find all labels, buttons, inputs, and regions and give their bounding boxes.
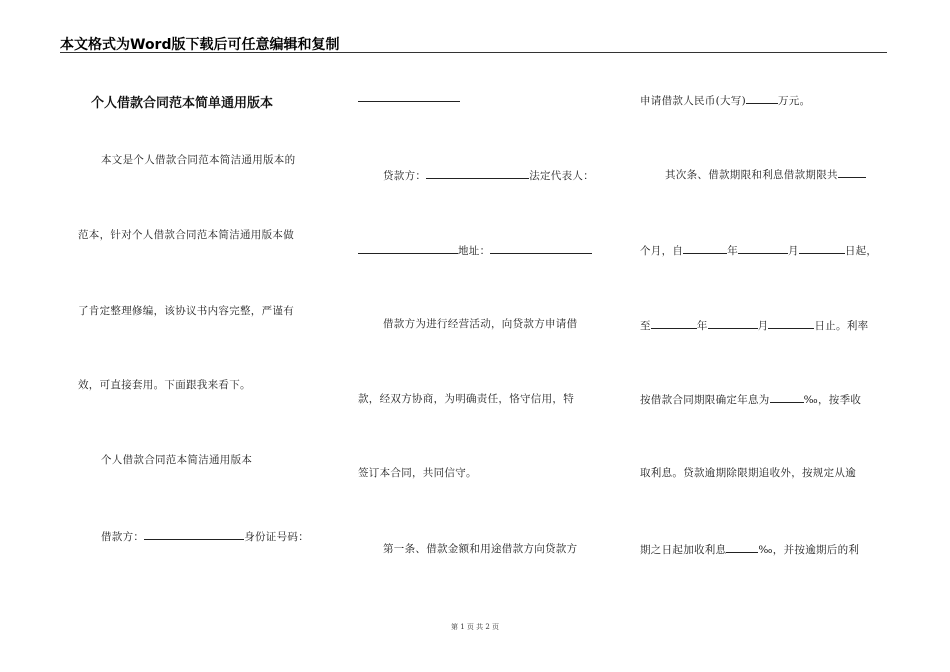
paragraph-line: 款，经双方协商，为明确责任，恪守信用，特: [358, 393, 574, 405]
year-label: 年: [696, 320, 708, 332]
start-year-blank: [683, 242, 727, 254]
penalty-interest-line: [640, 541, 859, 557]
start-month-blank: [738, 242, 788, 254]
interest-rate-label: 按借款合同期限确定年息为: [640, 394, 770, 406]
months-from-label: 个月，自: [640, 245, 684, 257]
paragraph-line: 取利息。贷款逾期除限期追收外，按规定从逾: [640, 467, 856, 479]
paragraph-line: 借款方为进行经营活动，向贷款方申请借: [383, 318, 578, 330]
end-day-label: 日止。利率: [814, 320, 869, 332]
paragraph-line: 了肯定整理修编，该协议书内容完整，严谨有: [78, 305, 294, 317]
paragraph-line: 第一条、借款金额和用途借款方向贷款方: [383, 543, 578, 555]
term-blank: [838, 166, 866, 178]
borrower-blank: [144, 528, 244, 540]
term-line: [665, 166, 866, 182]
start-date-line: [640, 242, 877, 258]
interest-rate-blank: [770, 391, 804, 403]
legal-rep-blank: [358, 242, 458, 254]
section-heading: 个人借款合同范本简洁通用版本: [101, 454, 253, 466]
paragraph-line: 本文是个人借款合同范本简洁通用版本的: [101, 154, 296, 166]
loan-amount-line: [640, 92, 810, 108]
penalty-blank: [726, 541, 758, 553]
borrower-line: [101, 528, 309, 544]
paragraph-line: 效，可直接套用。下面跟我来看下。: [78, 379, 251, 391]
page-number: 第 1 页 共 2 页: [450, 623, 500, 631]
term-label: 其次条、借款期限和利息借款期限共: [665, 169, 838, 181]
paragraph-line: 签订本合同，共同信守。: [358, 467, 477, 479]
end-year-blank: [651, 317, 697, 329]
quarterly-label: ‰，按季收: [803, 394, 862, 406]
continued-blank: [358, 90, 460, 102]
loan-amount-label: 申请借款人民币(大写): [640, 95, 746, 107]
end-month-blank: [708, 317, 758, 329]
month-label: 月: [757, 320, 769, 332]
borrower-label: 借款方：: [101, 531, 145, 543]
paragraph-line: 范本，针对个人借款合同范本简洁通用版本做: [78, 229, 294, 241]
legal-rep-label: 法定代表人：: [529, 170, 595, 182]
end-day-blank: [768, 317, 814, 329]
lender-blank: [426, 167, 529, 179]
amount-unit: 万元。: [778, 95, 811, 107]
lender-line: [383, 167, 594, 183]
address-blank: [490, 242, 592, 254]
document-header-title: 本文格式为Word版下载后可任意编辑和复制: [60, 37, 340, 53]
id-number-label: 身份证号码：: [244, 531, 310, 543]
penalty-label: 期之日起加收利息: [640, 544, 727, 556]
until-label: 至: [640, 320, 651, 332]
penalty-rest: ‰，并按逾期后的利: [758, 544, 860, 556]
amount-blank: [746, 92, 778, 104]
address-label: 地址：: [458, 245, 491, 257]
top-blank-line: [358, 90, 460, 106]
year-label: 年: [727, 245, 739, 257]
document-title: 个人借款合同范本简单通用版本: [91, 96, 274, 111]
start-day-blank: [799, 242, 845, 254]
month-label: 月: [788, 245, 799, 257]
start-day-label: 日起，: [844, 245, 878, 257]
interest-rate-line: [640, 391, 861, 407]
address-line: [358, 242, 592, 258]
end-date-line: [640, 317, 868, 333]
lender-label: 贷款方：: [383, 170, 427, 182]
header-divider: [60, 52, 887, 53]
